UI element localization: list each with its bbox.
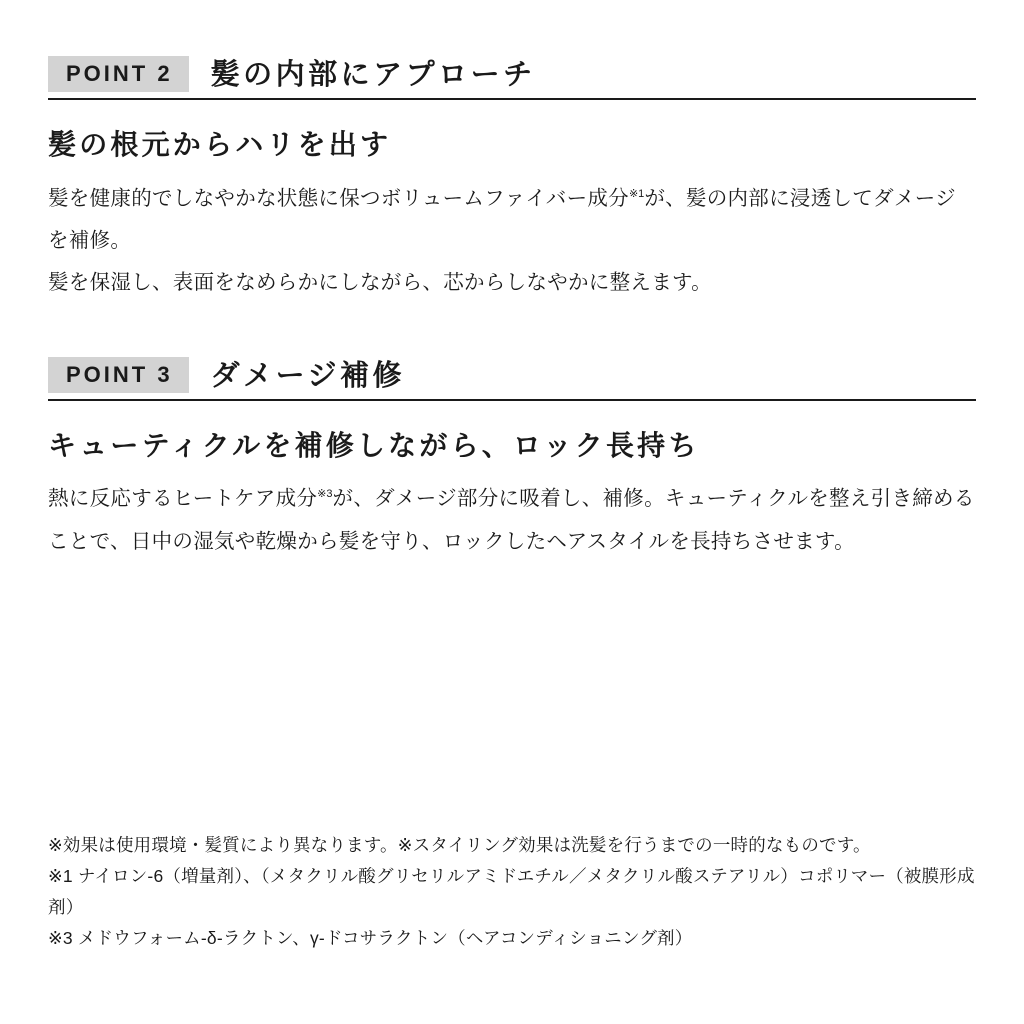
point-2-heading-row (48, 56, 976, 100)
point-2-paragraph-1-post: が、髪の内部に浸透してダメージを補修。 (48, 186, 956, 253)
point-3-paragraph-1-pre: 熱に反応するヒートケア成分 (48, 487, 318, 511)
footnote-3: ※3 メドウフォーム-δ-ラクトン、γ-ドコサラクトン（ヘアコンディショニング剤） (48, 928, 693, 949)
section-point-3 (48, 357, 976, 563)
point-3-paragraph-1-post: が、ダメージ部分に吸着し、補修。キューティクルを整え引き締めることで、日中の湿気や乾燥から髪を守り、ロックしたヘアスタイルを長持ちさせます。 (48, 487, 975, 553)
point-3-body (48, 478, 976, 563)
point-2-body (48, 178, 976, 305)
point-2-paragraph-1-pre: 髪を健康的でしなやかな状態に保つボリュームファイバー成分 (48, 186, 629, 210)
point-3-subheadline: キューティクルを補修しながら、ロック長持ち (48, 429, 700, 461)
point-3-footnote-marker-3: ※3 (317, 488, 333, 501)
section-point-2 (48, 0, 976, 305)
point-2-badge: POINT 2 (48, 56, 189, 92)
point-2-title: 髪の内部にアプローチ (210, 59, 536, 91)
point-2-paragraph-2 (48, 262, 976, 304)
footnote-general: ※効果は使用環境・髪質により異なります。※スタイリング効果は洗髪を行うまでの一時的なものです。 (48, 835, 871, 855)
footnote-1: ※1 ナイロン-6（増量剤）、（メタクリル酸グリセリルアミドエチル／メタクリル酸ステアリル）コポリマー（被膜形成剤） (48, 866, 975, 918)
point-3-heading-row (48, 357, 976, 401)
point-2-subheadline: 髪の根元からハリを出す (48, 129, 392, 160)
footnotes (48, 830, 984, 955)
point-3-title: ダメージ補修 (210, 359, 405, 392)
point-3-badge: POINT 3 (48, 357, 189, 393)
point-2-paragraph-2-pre: 髪を保湿し、表面をなめらかにしながら、芯からしなやかに整えます。 (48, 271, 712, 295)
point-3-paragraph-1 (48, 478, 976, 563)
point-2-footnote-marker-1: ※1 (628, 187, 645, 200)
point-2-paragraph-1 (48, 178, 976, 263)
